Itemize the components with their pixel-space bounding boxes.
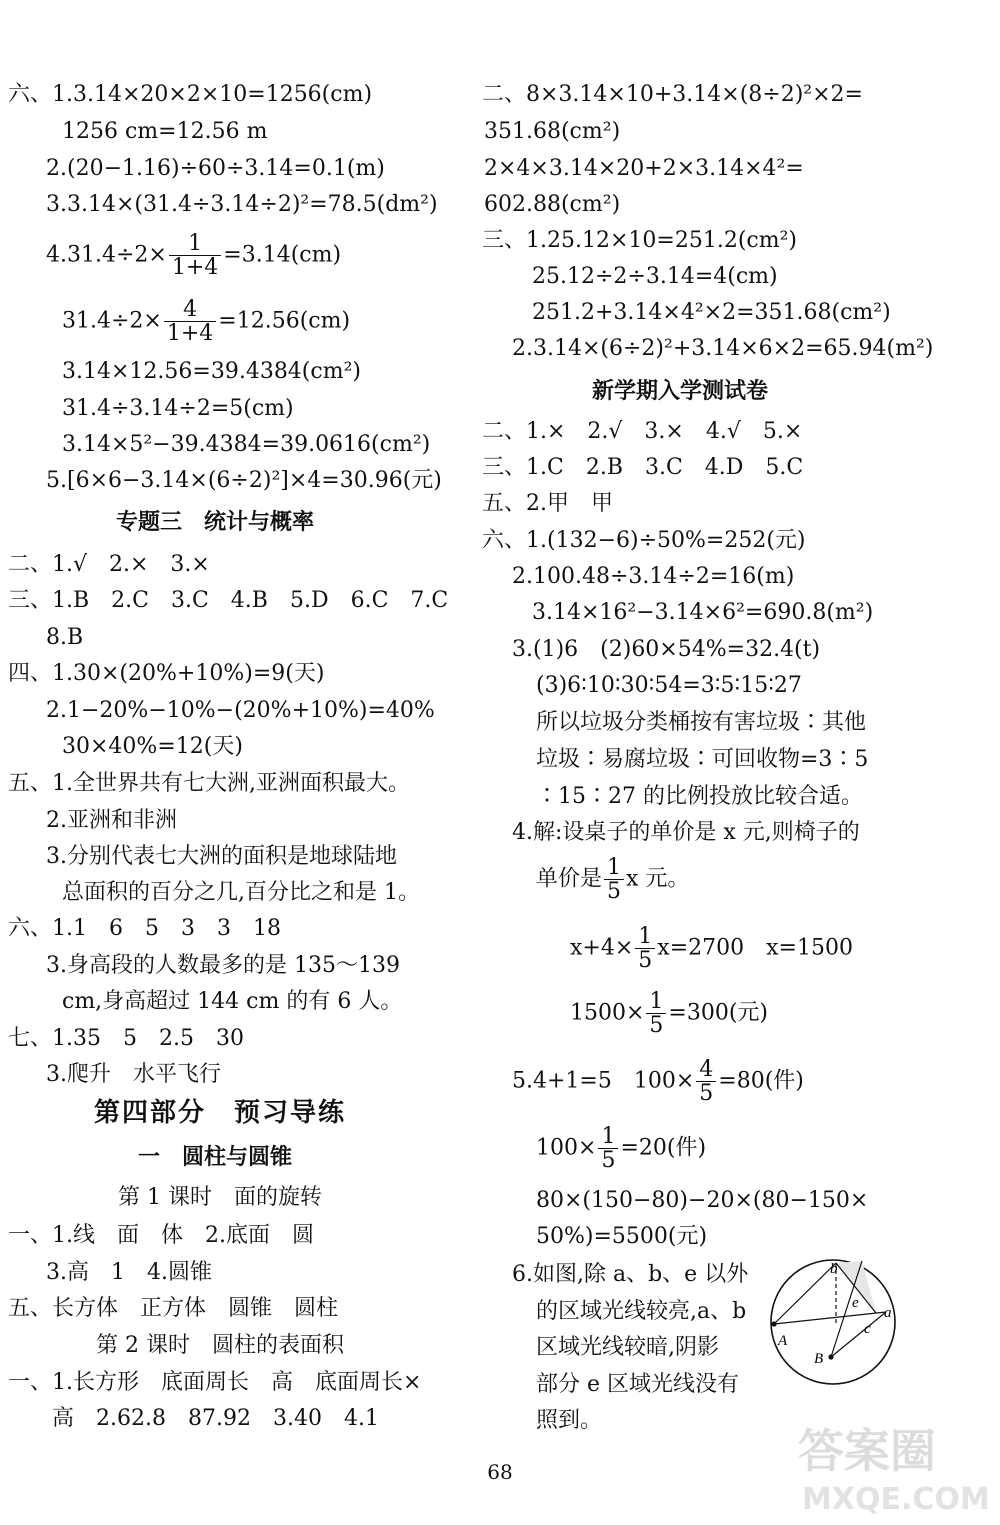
left-line-30: 高 2.62.8 87.92 3.40 4.1 (52, 1406, 379, 1431)
point-A (771, 1321, 776, 1326)
fraction (604, 856, 624, 903)
part-heading: 第四部分 预习导练 (93, 1098, 346, 1128)
denominator: 1+4 (169, 255, 221, 279)
label-B: B (814, 1351, 824, 1367)
left-line-10: 5.[6×6−3.14×(6÷2)²]×4=30.96(元) (46, 468, 442, 493)
lesson-heading-1: 第 1 课时 面的旋转 (118, 1185, 322, 1210)
left-line-13: 8.B (46, 625, 84, 650)
lesson-heading-2: 第 2 课时 圆柱的表面积 (96, 1333, 344, 1358)
fraction (646, 990, 666, 1037)
numerator: 1 (188, 231, 203, 256)
expr-part: 4.31.4÷2× (46, 242, 167, 268)
label-c: c (864, 1321, 871, 1337)
left-line-28: 五、长方体 正方体 圆锥 圆柱 (8, 1296, 339, 1321)
right-line-13: 2.100.48÷3.14÷2=16(m) (512, 564, 795, 589)
numerator: 4 (183, 297, 198, 322)
right-line-24 (512, 1058, 804, 1105)
right-line-10: 三、1.C 2.B 3.C 4.D 5.C (482, 455, 804, 480)
right-line-19: ∶15∶27 的比例投放比较合适。 (536, 784, 863, 809)
left-line-9: 3.14×5²−39.4384=39.0616(cm²) (62, 432, 431, 457)
left-line-22: 3.身高段的人数最多的是 135～139 (46, 953, 400, 978)
right-line-28: 6.如图,除 a、b、e 以外 (512, 1262, 749, 1287)
label-e: e (852, 1295, 859, 1311)
right-line-31: 部分 e 区域光线没有 (536, 1372, 740, 1397)
denominator: 5 (635, 948, 655, 972)
left-line-17: 五、1.全世界共有七大洲,亚洲面积最大。 (8, 771, 410, 796)
right-line-5: 三、1.25.12×10=251.2(cm²) (482, 228, 797, 253)
line-A-b (774, 1263, 836, 1324)
fraction (169, 232, 221, 279)
right-line-8: 2.3.14×(6÷2)²+3.14×6×2=65.94(m²) (512, 336, 934, 361)
expr-part: =12.56(cm) (218, 308, 351, 334)
right-line-6: 25.12÷2÷3.14=4(cm) (532, 264, 778, 289)
left-line-25: 3.爬升 水平飞行 (46, 1062, 221, 1087)
watermark-logo (792, 1405, 992, 1520)
right-line-16: (3)6∶10∶30∶54=3∶5∶15∶27 (536, 673, 802, 698)
right-line-17: 所以垃圾分类桶按有害垃圾∶其他 (536, 710, 867, 735)
right-line-20: 4.解:设桌子的单价是 x 元,则椅子的 (512, 820, 860, 845)
right-line-2: 351.68(cm²) (484, 119, 621, 144)
left-line-8: 31.4÷3.14÷2=5(cm) (62, 396, 294, 421)
expr-part: x 元。 (626, 866, 690, 892)
point-B (828, 1354, 833, 1359)
denominator: 1+4 (164, 321, 216, 345)
expr-part: =20(件) (620, 1135, 707, 1161)
light-circle-diagram (766, 1255, 900, 1389)
expr-part: 100× (536, 1135, 597, 1161)
unit-heading: 一 圆柱与圆锥 (137, 1145, 292, 1170)
left-line-12: 三、1.B 2.C 3.C 4.B 5.D 6.C 7.C (8, 588, 449, 613)
left-line-24: 七、1.35 5 2.5 30 (8, 1026, 244, 1051)
left-line-21: 六、1.1 6 5 3 3 18 (8, 916, 281, 941)
numerator: 1 (649, 989, 664, 1014)
left-line-6 (62, 298, 350, 345)
fraction (164, 298, 216, 345)
expr-part: 1500× (570, 1000, 645, 1026)
right-line-29: 的区域光线较亮,a、b (536, 1299, 747, 1324)
right-line-1: 二、8×3.14×10+3.14×(8÷2)²×2= (482, 82, 863, 107)
left-line-23: cm,身高超过 144 cm 的有 6 人。 (62, 989, 403, 1014)
right-line-26: 80×(150−80)−20×(80−150× (536, 1188, 869, 1213)
right-line-7: 251.2+3.14×4²×2=351.68(cm²) (532, 300, 891, 325)
expr-part: x+4× (570, 935, 634, 961)
right-line-22 (570, 925, 853, 972)
expr-part: =3.14(cm) (223, 242, 342, 268)
denominator: 5 (696, 1081, 716, 1105)
numerator: 1 (601, 1124, 616, 1149)
left-line-2: 1256 cm=12.56 m (62, 119, 268, 144)
numerator: 4 (699, 1057, 714, 1082)
expr-part: =300(元) (668, 1000, 769, 1026)
fraction (635, 925, 655, 972)
left-line-4: 3.3.14×(31.4÷3.14÷2)²=78.5(dm²) (46, 192, 438, 217)
left-line-26: 一、1.线 面 体 2.底面 圆 (8, 1223, 314, 1248)
expr-part: 31.4÷2× (62, 308, 162, 334)
fraction (598, 1125, 618, 1172)
label-b: b (830, 1261, 838, 1277)
left-line-5 (46, 232, 341, 279)
left-line-20: 总面积的百分之几,百分比之和是 1。 (62, 880, 420, 905)
right-line-3: 2×4×3.14×20+2×3.14×4²= (484, 156, 804, 181)
left-line-7: 3.14×12.56=39.4384(cm²) (62, 359, 361, 384)
right-line-4: 602.88(cm²) (484, 192, 621, 217)
expr-part: x=2700 x=1500 (657, 935, 853, 961)
right-line-18: 垃圾∶易腐垃圾∶可回收物=3∶5 (536, 747, 869, 772)
left-line-27: 3.高 1 4.圆锥 (46, 1260, 212, 1285)
right-line-25 (536, 1125, 706, 1172)
right-line-9: 二、1.× 2.√ 3.× 4.√ 5.× (482, 419, 803, 444)
label-a: a (884, 1305, 892, 1321)
left-line-15: 2.1−20%−10%−(20%+10%)=40% (46, 698, 435, 723)
right-line-12: 六、1.(132−6)÷50%=252(元) (482, 528, 806, 553)
right-line-11: 五、2.甲 甲 (482, 491, 613, 516)
denominator: 5 (604, 879, 624, 903)
denominator: 5 (646, 1013, 666, 1037)
fraction (696, 1058, 716, 1105)
left-line-18: 2.亚洲和非洲 (46, 808, 177, 833)
right-line-30: 区域光线较暗,阴影 (536, 1335, 719, 1360)
left-line-1: 六、1.3.14×20×2×10=1256(cm) (8, 82, 373, 107)
right-line-23 (570, 990, 768, 1037)
expr-part: 5.4+1=5 100× (512, 1068, 695, 1094)
left-line-14: 四、1.30×(20%+10%)=9(天) (8, 661, 325, 686)
right-line-21 (536, 856, 689, 903)
denominator: 5 (598, 1148, 618, 1172)
page-number: 68 (487, 1460, 513, 1484)
right-line-32: 照到。 (536, 1408, 603, 1433)
right-line-14: 3.14×16²−3.14×6²=690.8(m²) (532, 600, 874, 625)
numerator: 1 (607, 855, 622, 880)
svg-text:答案圈: 答案圈 (798, 1424, 936, 1478)
expr-part: 单价是 (536, 866, 603, 892)
right-line-27: 50%)=5500(元) (536, 1224, 708, 1249)
numerator: 1 (638, 924, 653, 949)
line-B-a (831, 1312, 886, 1357)
left-line-29: 一、1.长方形 底面周长 高 底面周长× (8, 1370, 422, 1395)
expr-part: =80(件) (718, 1068, 804, 1094)
section-heading-stats: 专题三 统计与概率 (115, 510, 314, 535)
left-line-3: 2.(20−1.16)÷60÷3.14=0.1(m) (46, 156, 385, 181)
section-heading-test: 新学期入学测试卷 (591, 379, 768, 404)
label-A: A (778, 1333, 788, 1349)
left-line-16: 30×40%=12(天) (62, 734, 243, 759)
left-line-11: 二、1.√ 2.× 3.× (8, 552, 210, 577)
right-line-15: 3.(1)6 (2)60×54%=32.4(t) (512, 637, 821, 662)
svg-text:MXQE.COM: MXQE.COM (802, 1482, 990, 1517)
left-line-19: 3.分别代表七大洲的面积是地球陆地 (46, 844, 397, 869)
